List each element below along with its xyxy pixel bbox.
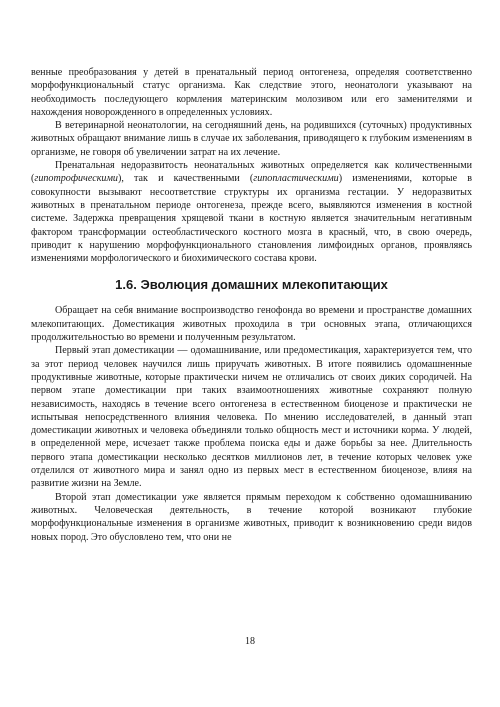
paragraph-3-part-1: Пренатальная недоразвитость неонатальных животных определяется как количественными ( [31, 160, 472, 185]
paragraph-3-term-hypotrophic: гипотрофическими [34, 173, 118, 185]
page-number: 18 [245, 636, 255, 647]
paragraph-3 [31, 159, 472, 265]
paragraph-3-part-2: ), так и качественными ( [117, 173, 254, 185]
paragraph-2: В ветеринарной неонатологии, на сегодняшний день, на родившихся (суточных) продуктивных животных обращают внимание лишь в случае их заболевания, приводящего к глубоким изменениям в организме, не говоря об увеличении затрат на их лечение. [31, 120, 472, 158]
paragraph-1: венные преобразования у детей в пренатальный период онтогенеза, определяя соответственно морфофункциональный статус организма. Как следствие этого, неонатологи указывают на необходимость последующего кормления материнским молозивом или его заменителями и нахождения новорожденного в определенных условиях. [31, 67, 472, 118]
page-content [31, 66, 472, 544]
paragraph-4: Обращает на себя внимание воспроизводство генофонда во времени и пространстве домашних млекопитающих. Доместикация животных проходила в три основных этапа, отличающихся продолжительностью во времени и полученным результатом. [31, 305, 472, 344]
paragraph-3-term-hypoplastic: гипопластическими [253, 173, 339, 185]
section-heading: 1.6. Эволюция домашних млекопитающих [115, 277, 388, 293]
paragraph-3-part-3: ) изменениями, которые в совокупности вызывают несоответствие структуры их организма гестации. У недоразвитых животных в пренатальном периоде онтогенеза, прежде всего, выявляются изменения в костной системе. Задержка превращения хрящевой ткани в костную является значительным негативным фактором трансформации остеобластического костного мозга в красный, что, в свою очередь, приводит к нарушению морфофункционального становления лимфоидных органов, проявляясь изменениями морфологического и биохимического состава крови. [31, 173, 472, 265]
paragraph-5: Первый этап доместикации — одомашнивание, или предоместикация, характеризуется тем, что за этот период человек научился лишь приручать животных. В итоге появились одомашненные продуктивные животные, которые практически ничем не отличались от своих диких сородичей. На первом этапе доместикации при таких взаимоотношениях животные сохраняют полную независимость, находясь в течение всего онтогенеза в естественном биоценозе и практически не испытывая непосредственного влияния человека. По мнению исследователей, в данный этап доместикации животных и человека объединяли только общность мест и источники корма. У людей, в определенной мере, исчезает также проблема поиска еды и даже борьбы за нее. Длительность первого этапа доместикации несколько десятков миллионов лет, в течение которых человек уже отделился от животного мира и занял одно из первых мест в естественном биоценозе, влияя на развитие жизни на Земле. [31, 345, 472, 490]
paragraph-6: Второй этап доместикации уже является прямым переходом к собственно одомашниванию животных. Человеческая деятельность, в течение которой возникают глубокие морфофункциональные изменения в организме животных, приводит к возникновению среди видов новых пород. Это обусловлено тем, что они не [31, 491, 472, 543]
